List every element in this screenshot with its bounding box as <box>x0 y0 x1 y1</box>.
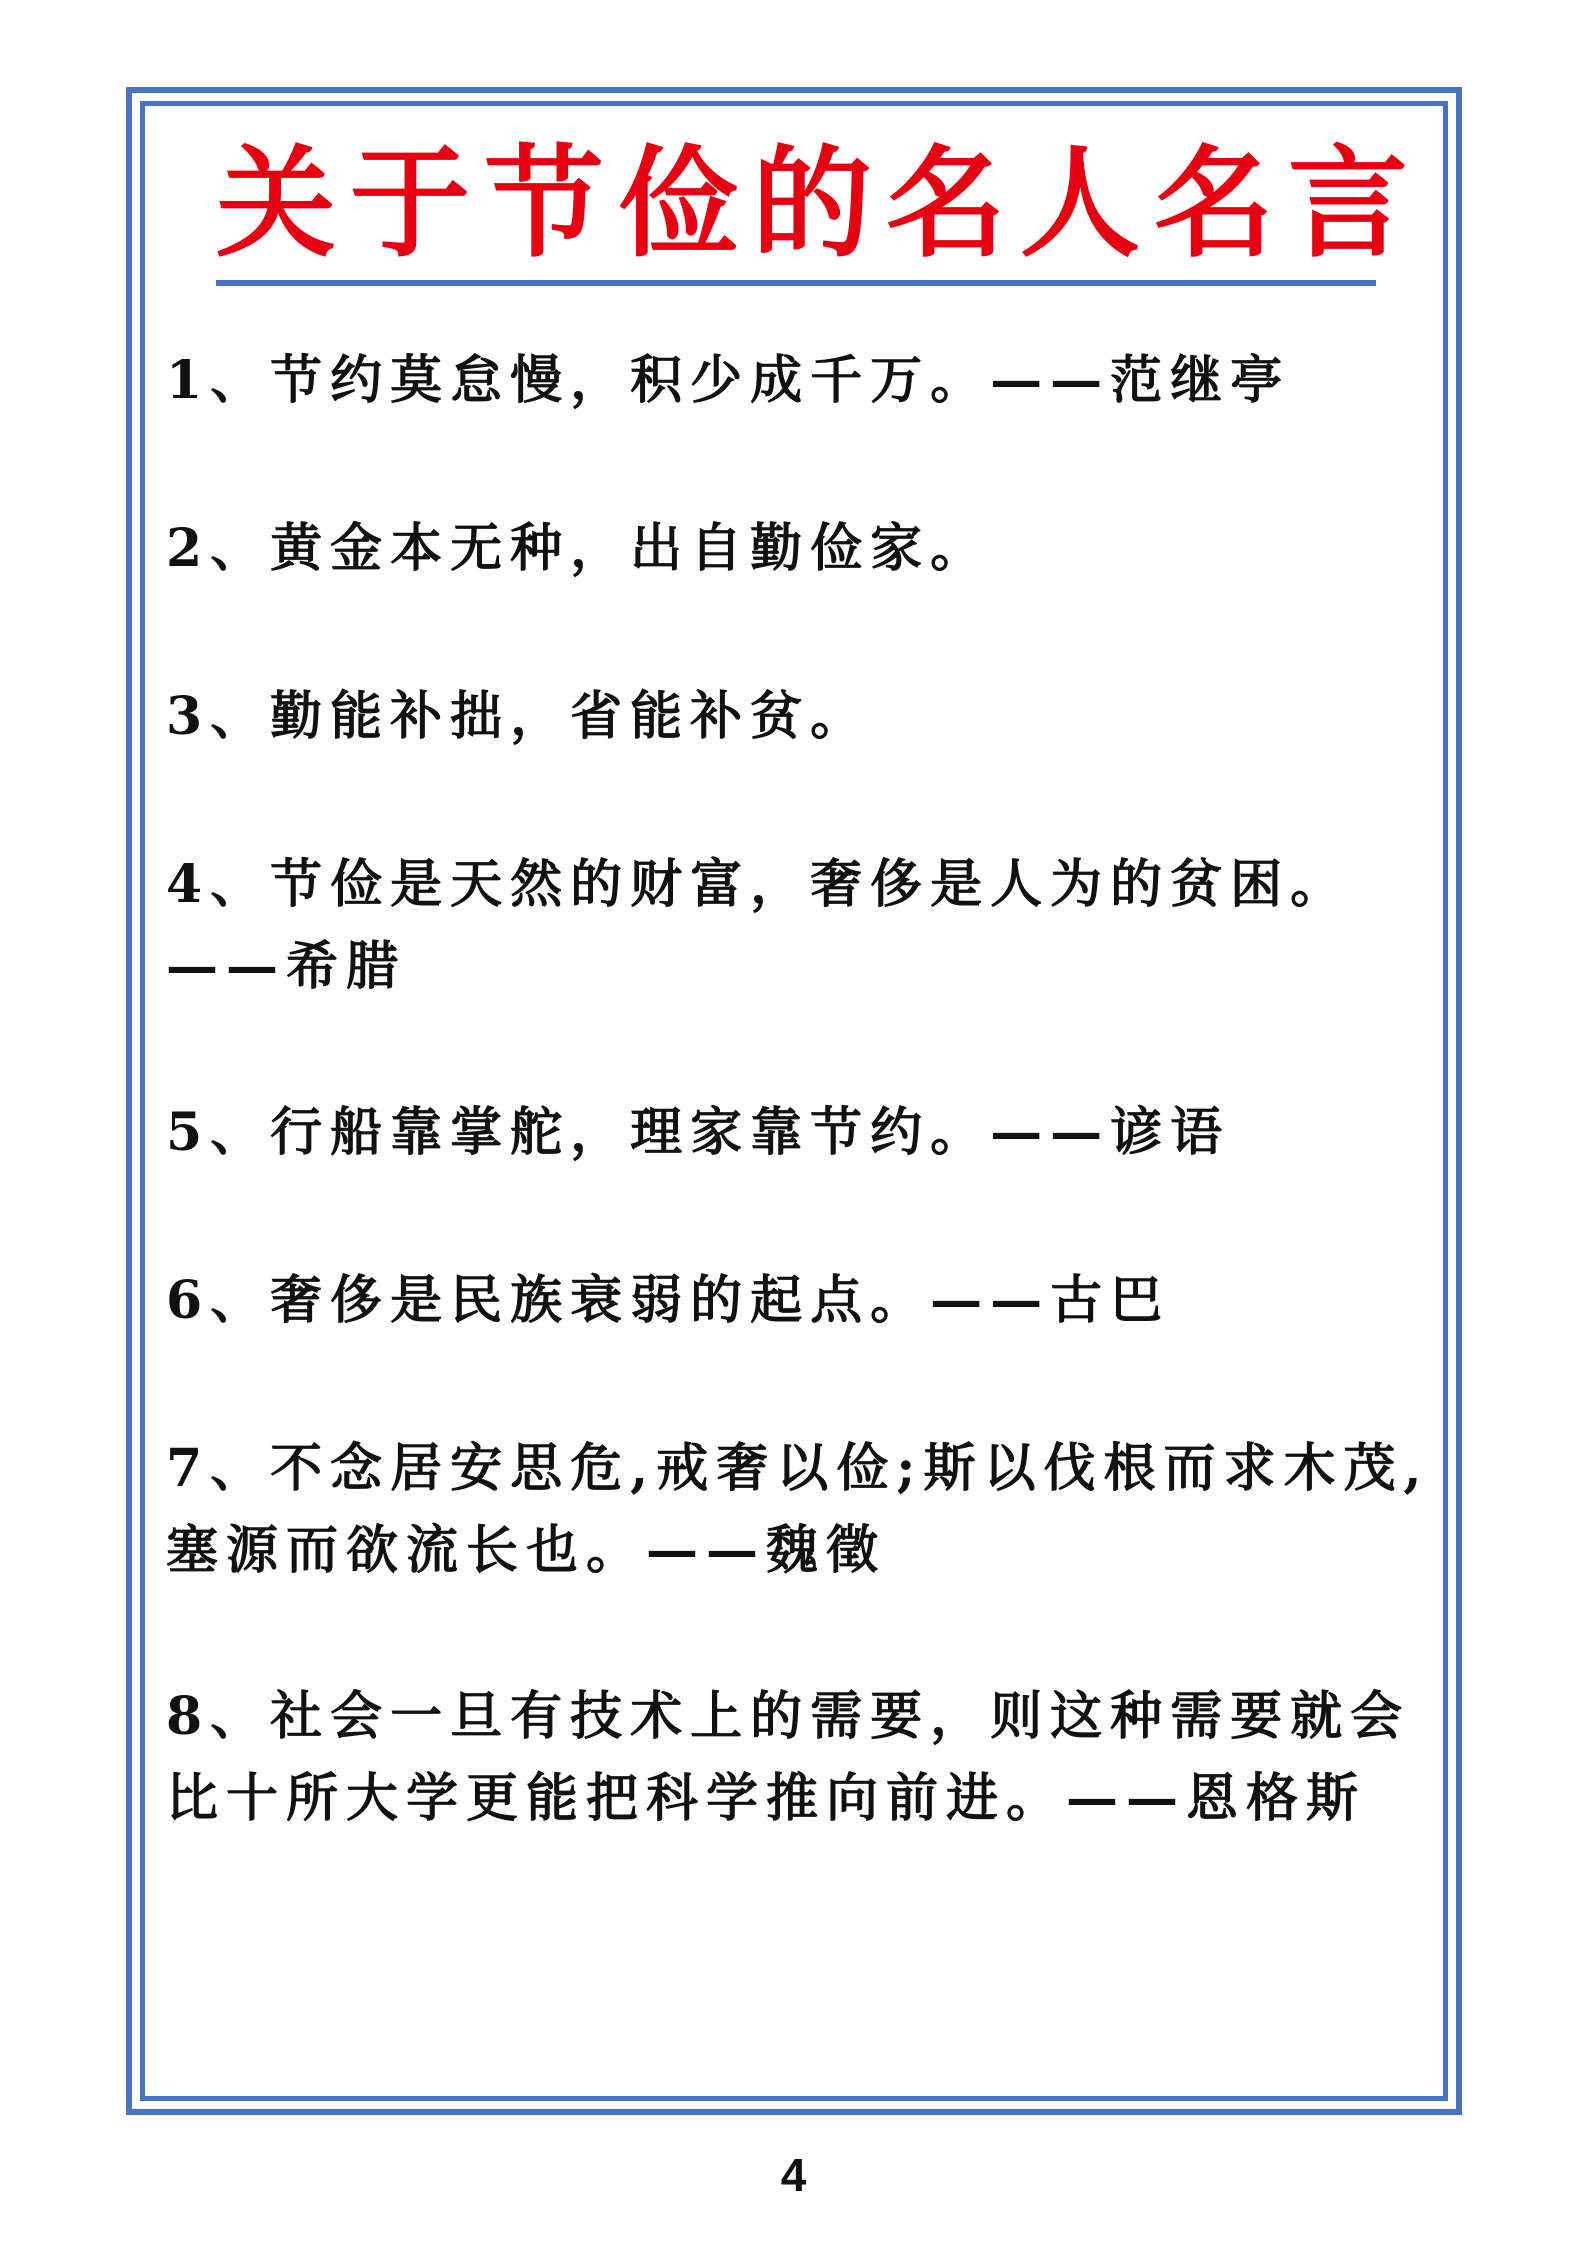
quote-item-8: 8、社会一旦有技术上的需要，则这种需要就会比十所大学更能把科学推向前进。——恩格斯 <box>166 1686 1411 1829</box>
quote-item-5: 5、行船靠掌舵，理家靠节约。——谚语 <box>166 1102 1231 1163</box>
page-title: 关于节俭的名人名言 <box>216 135 1422 274</box>
quote-item-6: 6、奢侈是民族衰弱的起点。——古巴 <box>166 1270 1171 1331</box>
quote-item-2: 2、黄金本无种，出自勤俭家。 <box>166 518 991 579</box>
quote-item-4: 4、节俭是天然的财富，奢侈是人为的贫困。——希腊 <box>166 854 1351 997</box>
page-number: 4 <box>780 2149 807 2201</box>
quote-item-1: 1、节约莫怠慢，积少成千万。——范继亭 <box>166 350 1291 411</box>
title-underline <box>216 280 1376 286</box>
quote-item-7: 7、不念居安思危,戒奢以俭;斯以伐根而求木茂,塞源而欲流长也。——魏徵 <box>166 1438 1430 1581</box>
quote-item-3: 3、勤能补拙，省能补贫。 <box>166 686 871 747</box>
